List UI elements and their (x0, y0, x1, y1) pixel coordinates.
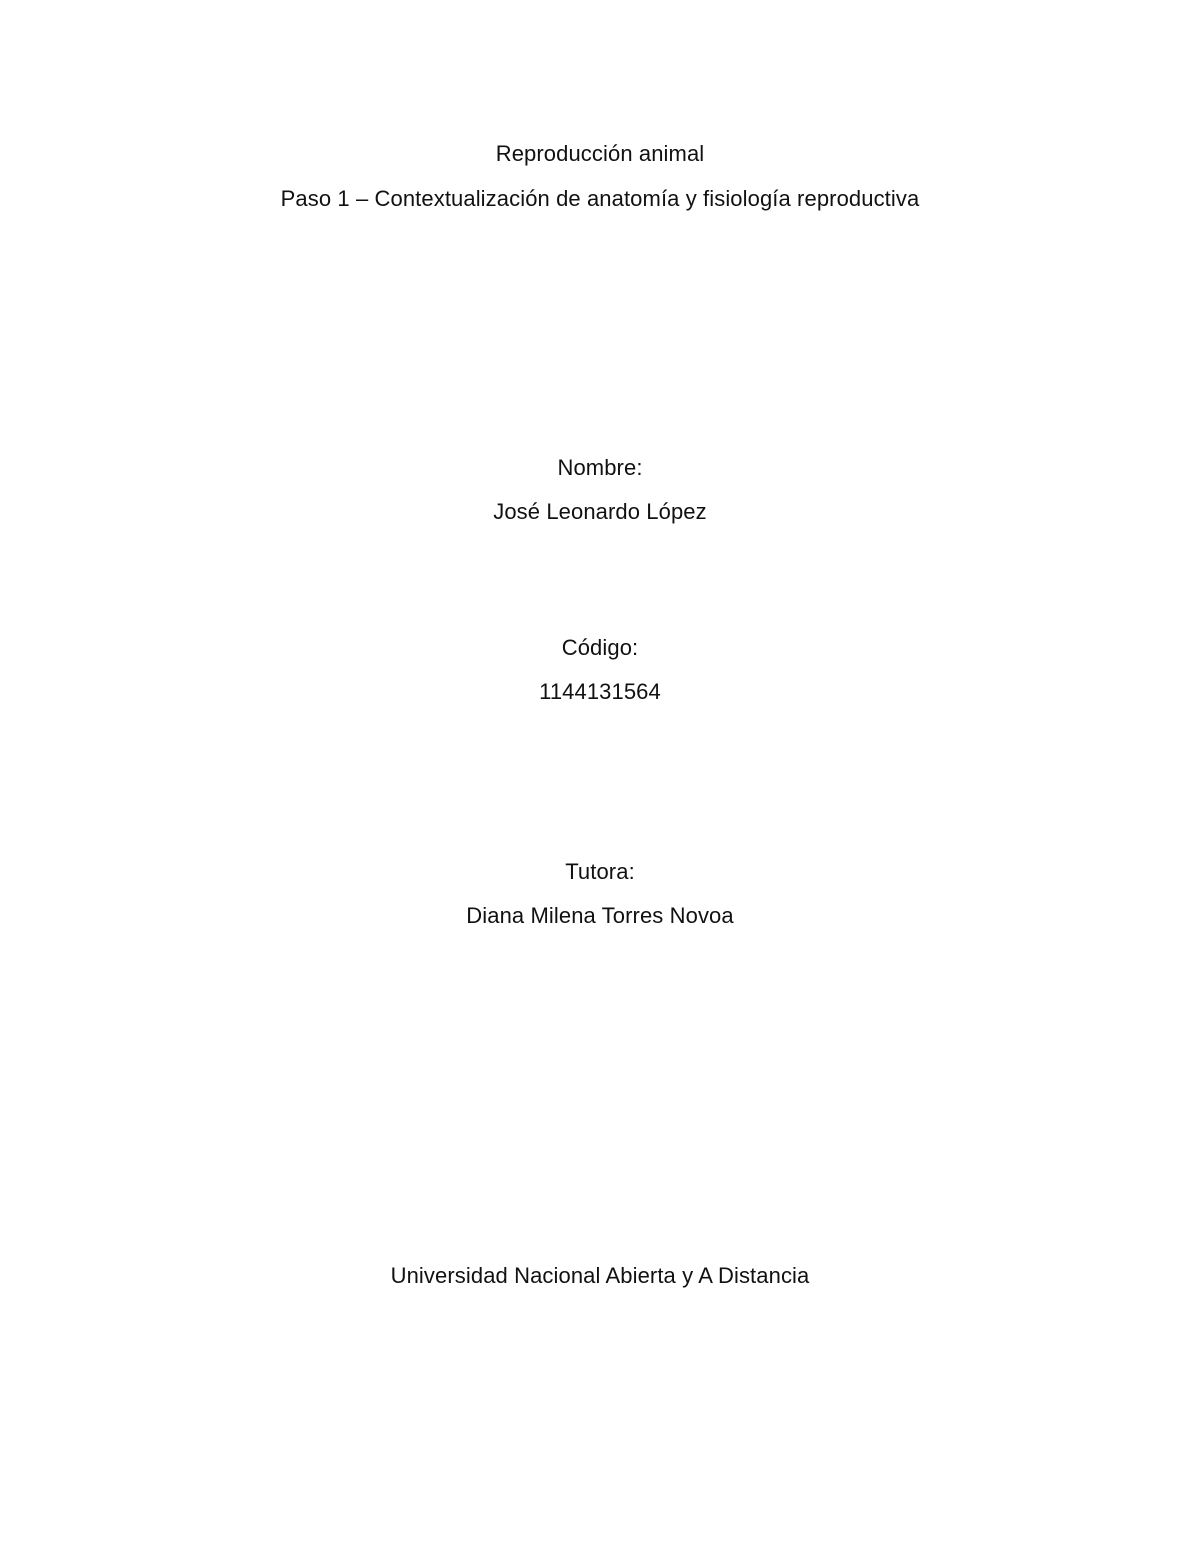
student-name: José Leonardo López (493, 499, 707, 524)
university-name: Universidad Nacional Abierta y A Distancia (390, 1263, 810, 1288)
tutor-name: Diana Milena Torres Novoa (466, 903, 734, 928)
name-label: Nombre: (557, 455, 643, 480)
course-title: Reproducción animal (495, 141, 705, 166)
code-label: Código: (561, 635, 639, 660)
tutor-label: Tutora: (565, 859, 635, 884)
assignment-title: Paso 1 – Contextualización de anatomía y fisiología reproductiva (280, 186, 920, 211)
student-code: 1144131564 (539, 679, 661, 704)
